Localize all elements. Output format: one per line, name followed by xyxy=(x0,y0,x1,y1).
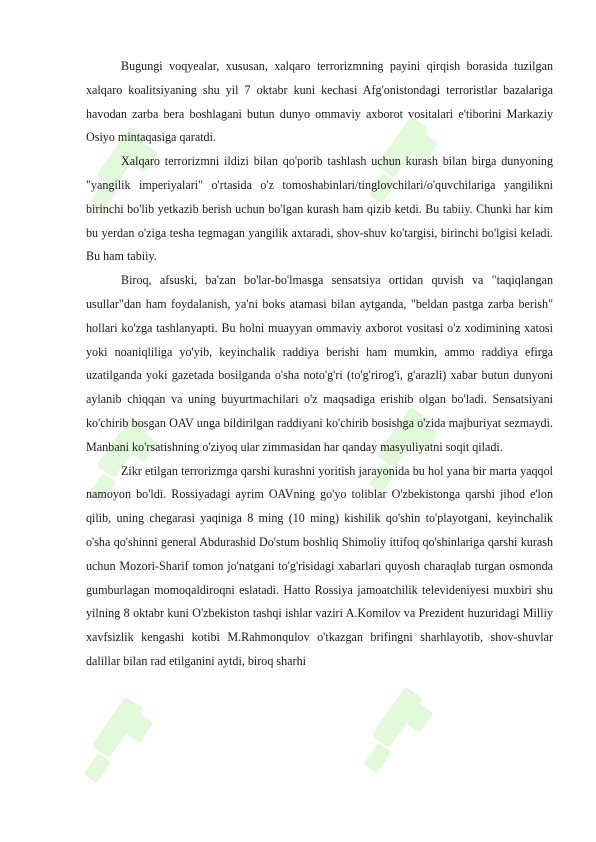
paragraph: Biroq, afsuski, ba'zan bo'lar-bo'lmasga sensatsiya ortidan quvish va "taqiqlangan usullar"dan ham foydalanish, ya'ni boks atamasi bilan aytganda, "beldan pastga zarba berish" hollari ko'zga tashlanyapti. Bu holni muayyan ommaviy axborot vositasi o'z xodimining xatosi yoki noaniqliliga yo'yib, keyinchalik raddiya berishi ham mumkin, ammo raddiya efirga uzatilganda yoki gazetada bosilganda o'sha noto'g'ri (to'g'rirog'i, g'arazli) xabar butun dunyoni aylanib chiqqan va uning buyurtmachilari o'z maqsadiga erishib olgan bo'ladi. Sensatsiyani ko'chirib bosgan OAV unga bildirilgan raddiyani ko'chirib bosishga o'zida majburiyat sezmaydi. Manbani ko'rsatishning o'ziyoq ular zimmasidan har qanday masyuliyatni soqit qiladi. xyxy=(86,273,553,454)
paragraph: Xalqaro terrorizmni ildizi bilan qo'porib tashlash uchun kurash bilan birga dunyoning "yangilik imperiyalari" o'rtasida o'z tomoshabinlari/tinglovchilari/o'quvchilariga yangilikni birinchi bo'lib yetkazib berish uchun bo'lgan kurash ham qizib ketdi. Bu tabiiy. Chunki har kim bu yerdan o'ziga tesha tegmagan yangilik axtaradi, shov-shuv ko'targisi, birinchi bo'lgisi keladi. Bu ham tabiiy. xyxy=(86,154,553,264)
paragraph: Bugungi voqyealar, xususan, xalqaro terrorizmning payini qirqish borasida tuzilgan xalqaro koalitsiyaning shu yil 7 oktabr kuni kechasi Afg'onistondagi terroristlar bazalariga havodan zarba bera boshlagani butun dunyo ommaviy axborot vositalari e'tiborini Markaziy Osiyo mintaqasiga qaratdi. xyxy=(86,59,553,145)
document-body xyxy=(86,55,553,674)
paragraph: Zikr etilgan terrorizmga qarshi kurashni yoritish jarayonida bu hol yana bir marta yaqqol namoyon bo'ldi. Rossiyadagi ayrim OAVning go'yo toliblar O'zbekistonga qarshi jihod e'lon qilib, uning chegarasi yaqiniga 8 ming (10 ming) kishilik qo'shin to'playotgani, keyinchalik o'sha qo'shinni general Abdurashid Do'stum boshliq Shimoliy ittifoq qo'shinlariga qarshi kurash uchun Mozori-Sharif tomon jo'natgani to'g'risidagi xabarlari quyosh charaqlab turgan osmonda gumburlagan momoqaldiroqni eslatadi. Hatto Rossiya jamoatchilik televideniyesi muxbiri shu yilning 8 oktabr kuni O'zbekiston tashqi ishlar vaziri A.Komilov va Prezident huzuridagi Milliy xavfsizlik kengashi kotibi M.Rahmonqulov o'tkazgan brifingni sharhlayotib, shov-shuvlar dalillar bilan rad etilganini aytdi, biroq sharhi xyxy=(86,463,553,668)
